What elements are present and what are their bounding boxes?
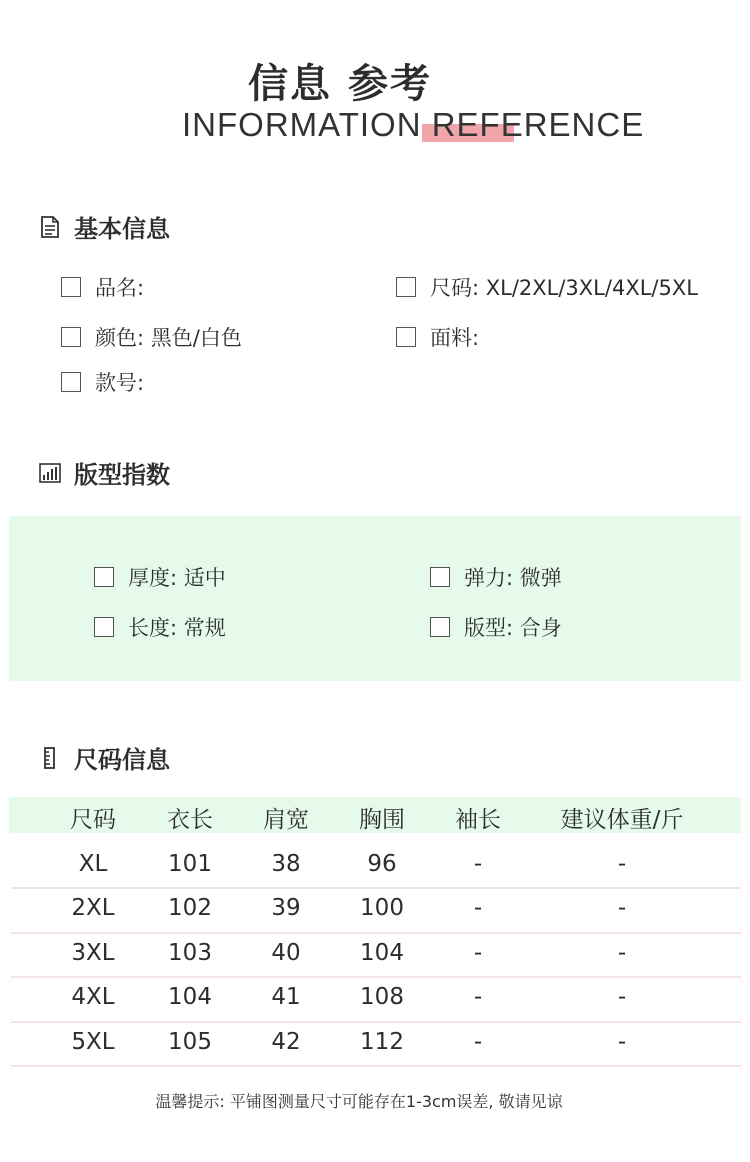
row-divider — [11, 1065, 741, 1067]
document-icon — [38, 215, 62, 239]
fit-index-heading — [38, 455, 170, 490]
basic-info-heading — [38, 209, 170, 244]
table-cell: 5XL — [71, 1029, 115, 1055]
table-header-cell: 袖长 — [455, 807, 501, 833]
fit-index-panel — [9, 516, 741, 681]
checkbox — [61, 327, 81, 347]
row-divider — [11, 1021, 741, 1023]
page-subtitle-wrap — [182, 106, 644, 152]
ruler-icon — [38, 746, 62, 770]
section-title: 尺码信息 — [74, 746, 170, 774]
table-cell: - — [617, 984, 627, 1010]
table-header-cell: 尺码 — [70, 807, 116, 833]
table-cell: 103 — [168, 940, 212, 966]
table-header-cell: 胸围 — [359, 807, 405, 833]
fit-item-length — [94, 612, 226, 642]
table-header-cell: 衣长 — [167, 807, 213, 833]
info-item-name — [61, 272, 144, 302]
fit-label: 弹力: 微弹 — [464, 566, 562, 590]
info-label: 颜色: 黑色/白色 — [95, 326, 242, 350]
table-cell: - — [617, 851, 627, 877]
info-label: 品名: — [95, 276, 145, 300]
table-cell: 101 — [168, 851, 212, 877]
checkbox — [430, 617, 450, 637]
size-info-heading — [38, 740, 170, 775]
info-item-size — [396, 272, 698, 302]
table-cell: 104 — [360, 940, 404, 966]
section-title: 基本信息 — [74, 215, 170, 243]
section-title: 版型指数 — [74, 461, 170, 489]
info-item-style-no — [61, 367, 144, 397]
row-divider — [11, 932, 741, 934]
bar-chart-icon — [38, 461, 62, 485]
checkbox — [430, 567, 450, 587]
info-label: 面料: — [430, 326, 480, 350]
measurement-note: 温馨提示: 平铺图测量尺寸可能存在1-3cm误差, 敬请见谅 — [155, 1092, 563, 1111]
table-cell: - — [617, 1029, 627, 1055]
fit-item-elasticity — [430, 562, 562, 592]
checkbox — [94, 617, 114, 637]
table-header-cell: 建议体重/斤 — [560, 807, 684, 833]
table-cell: - — [473, 940, 483, 966]
checkbox — [396, 327, 416, 347]
fit-label: 厚度: 适中 — [128, 566, 226, 590]
fit-item-thickness — [94, 562, 226, 592]
table-cell: 112 — [360, 1029, 404, 1055]
checkbox — [396, 277, 416, 297]
table-header-cell: 肩宽 — [263, 807, 309, 833]
checkbox — [94, 567, 114, 587]
info-label: 款号: — [95, 371, 145, 395]
table-cell: - — [473, 851, 483, 877]
fit-label: 版型: 合身 — [464, 616, 562, 640]
page-title: 信息 参考 — [248, 61, 432, 107]
table-cell: 105 — [168, 1029, 212, 1055]
table-cell: 39 — [271, 895, 301, 921]
fit-item-cut — [430, 612, 562, 642]
info-item-color — [61, 322, 242, 352]
table-cell: 41 — [271, 984, 301, 1010]
checkbox — [61, 372, 81, 392]
table-cell: 4XL — [71, 984, 115, 1010]
table-cell: 40 — [271, 940, 301, 966]
table-cell: XL — [78, 851, 108, 877]
table-cell: 38 — [271, 851, 301, 877]
page-subtitle: INFORMATION REFERENCE — [182, 106, 645, 143]
checkbox — [61, 277, 81, 297]
table-cell: 2XL — [71, 895, 115, 921]
table-cell: 96 — [367, 851, 397, 877]
table-cell: 102 — [168, 895, 212, 921]
row-divider — [11, 887, 741, 889]
table-cell: 3XL — [71, 940, 115, 966]
fit-label: 长度: 常规 — [128, 616, 226, 640]
table-cell: - — [473, 895, 483, 921]
info-item-fabric — [396, 322, 479, 352]
row-divider — [11, 976, 741, 978]
table-cell: 104 — [168, 984, 212, 1010]
info-label: 尺码: XL/2XL/3XL/4XL/5XL — [430, 276, 698, 300]
table-cell: - — [617, 895, 627, 921]
table-cell: 100 — [360, 895, 404, 921]
table-cell: - — [473, 1029, 483, 1055]
table-cell: 108 — [360, 984, 404, 1010]
table-cell: - — [473, 984, 483, 1010]
table-cell: - — [617, 940, 627, 966]
table-cell: 42 — [271, 1029, 301, 1055]
